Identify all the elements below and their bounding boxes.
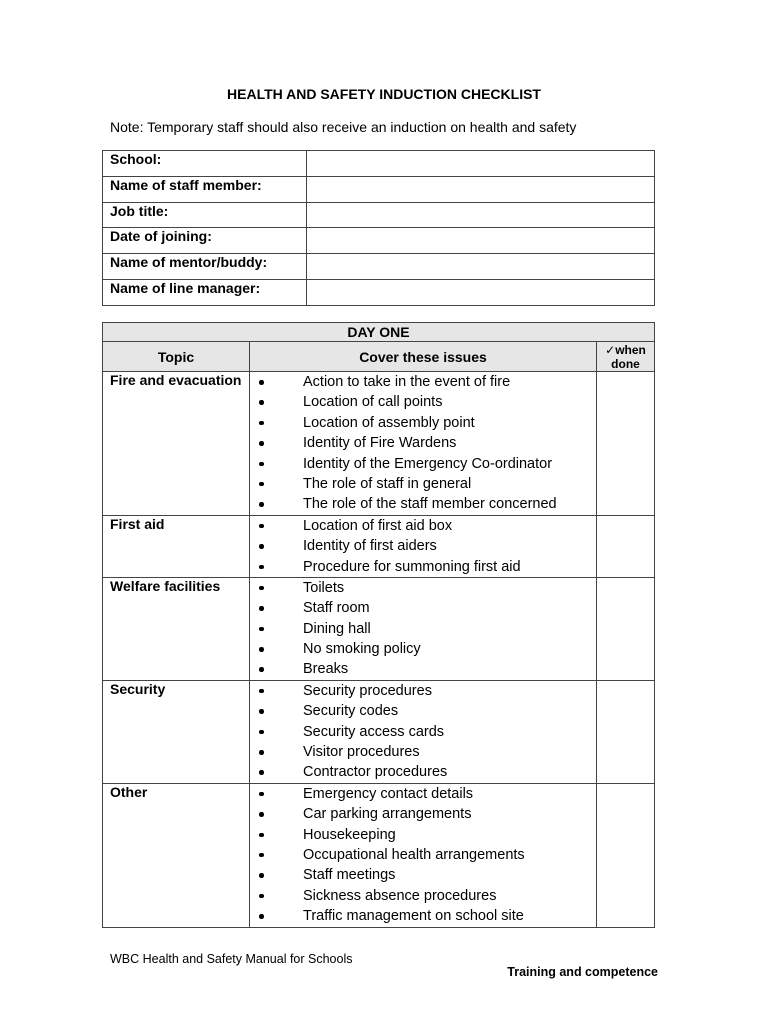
info-row [103, 279, 655, 305]
day-one-heading: DAY ONE [103, 323, 655, 342]
issue-item: Location of assembly point [250, 413, 596, 433]
issues-list [250, 516, 596, 577]
issue-item: Car parking arrangements [250, 804, 596, 824]
issues-list [250, 578, 596, 680]
issue-item: Procedure for summoning first aid [250, 557, 596, 577]
issue-item: Staff meetings [250, 865, 596, 885]
info-value-field[interactable] [307, 254, 655, 280]
issue-item: Identity of Fire Wardens [250, 433, 596, 453]
checklist-section-row [103, 783, 655, 927]
column-header-when-done: ✓when done [597, 342, 655, 372]
info-label: Date of joining: [103, 228, 307, 254]
issue-item: Contractor procedures [250, 762, 596, 782]
issue-item: The role of the staff member concerned [250, 494, 596, 514]
topic-cell: Welfare facilities [103, 577, 250, 680]
issue-item: Emergency contact details [250, 784, 596, 804]
done-checkbox-cell[interactable] [597, 515, 655, 577]
topic-cell: Other [103, 783, 250, 927]
issues-cell [250, 515, 597, 577]
info-label: School: [103, 151, 307, 177]
issues-list [250, 372, 596, 515]
column-header-topic: Topic [103, 342, 250, 372]
issue-item: Identity of the Emergency Co-ordinator [250, 454, 596, 474]
issue-item: Security procedures [250, 681, 596, 701]
issue-item: Location of call points [250, 392, 596, 412]
issue-item: Staff room [250, 598, 596, 618]
done-checkbox-cell[interactable] [597, 372, 655, 516]
issue-item: Toilets [250, 578, 596, 598]
info-value-field[interactable] [307, 151, 655, 177]
footer-manual-name: WBC Health and Safety Manual for Schools [110, 952, 353, 966]
checklist-section-row [103, 515, 655, 577]
done-checkbox-cell[interactable] [597, 783, 655, 927]
issues-cell [250, 783, 597, 927]
checklist-section-row [103, 577, 655, 680]
done-checkbox-cell[interactable] [597, 680, 655, 783]
issue-item: Identity of first aiders [250, 536, 596, 556]
info-row [103, 228, 655, 254]
info-value-field[interactable] [307, 279, 655, 305]
document-title: HEALTH AND SAFETY INDUCTION CHECKLIST [227, 86, 541, 102]
footer-section-name: Training and competence [507, 965, 658, 979]
issues-list [250, 681, 596, 783]
issues-cell [250, 680, 597, 783]
info-value-field[interactable] [307, 176, 655, 202]
issue-item: Location of first aid box [250, 516, 596, 536]
issues-list [250, 784, 596, 927]
info-row [103, 254, 655, 280]
info-row [103, 176, 655, 202]
issue-item: The role of staff in general [250, 474, 596, 494]
column-header-issues: Cover these issues [250, 342, 597, 372]
issues-cell [250, 372, 597, 516]
info-value-field[interactable] [307, 228, 655, 254]
info-row [103, 202, 655, 228]
issue-item: Security access cards [250, 722, 596, 742]
checklist-section-row [103, 680, 655, 783]
issue-item: Dining hall [250, 619, 596, 639]
issue-item: Occupational health arrangements [250, 845, 596, 865]
topic-cell: Security [103, 680, 250, 783]
issue-item: Visitor procedures [250, 742, 596, 762]
checklist-section-row [103, 372, 655, 516]
info-label: Name of mentor/buddy: [103, 254, 307, 280]
done-checkbox-cell[interactable] [597, 577, 655, 680]
info-value-field[interactable] [307, 202, 655, 228]
info-label: Name of line manager: [103, 279, 307, 305]
issue-item: Traffic management on school site [250, 906, 596, 926]
induction-note: Note: Temporary staff should also receive an induction on health and safety [110, 119, 577, 135]
issue-item: Sickness absence procedures [250, 886, 596, 906]
issue-item: No smoking policy [250, 639, 596, 659]
info-label: Job title: [103, 202, 307, 228]
issue-item: Security codes [250, 701, 596, 721]
issue-item: Housekeeping [250, 825, 596, 845]
issues-cell [250, 577, 597, 680]
staff-info-table [102, 150, 655, 306]
info-row [103, 151, 655, 177]
issue-item: Action to take in the event of fire [250, 372, 596, 392]
topic-cell: First aid [103, 515, 250, 577]
day-one-checklist-table [102, 322, 655, 928]
issue-item: Breaks [250, 659, 596, 679]
info-label: Name of staff member: [103, 176, 307, 202]
topic-cell: Fire and evacuation [103, 372, 250, 516]
